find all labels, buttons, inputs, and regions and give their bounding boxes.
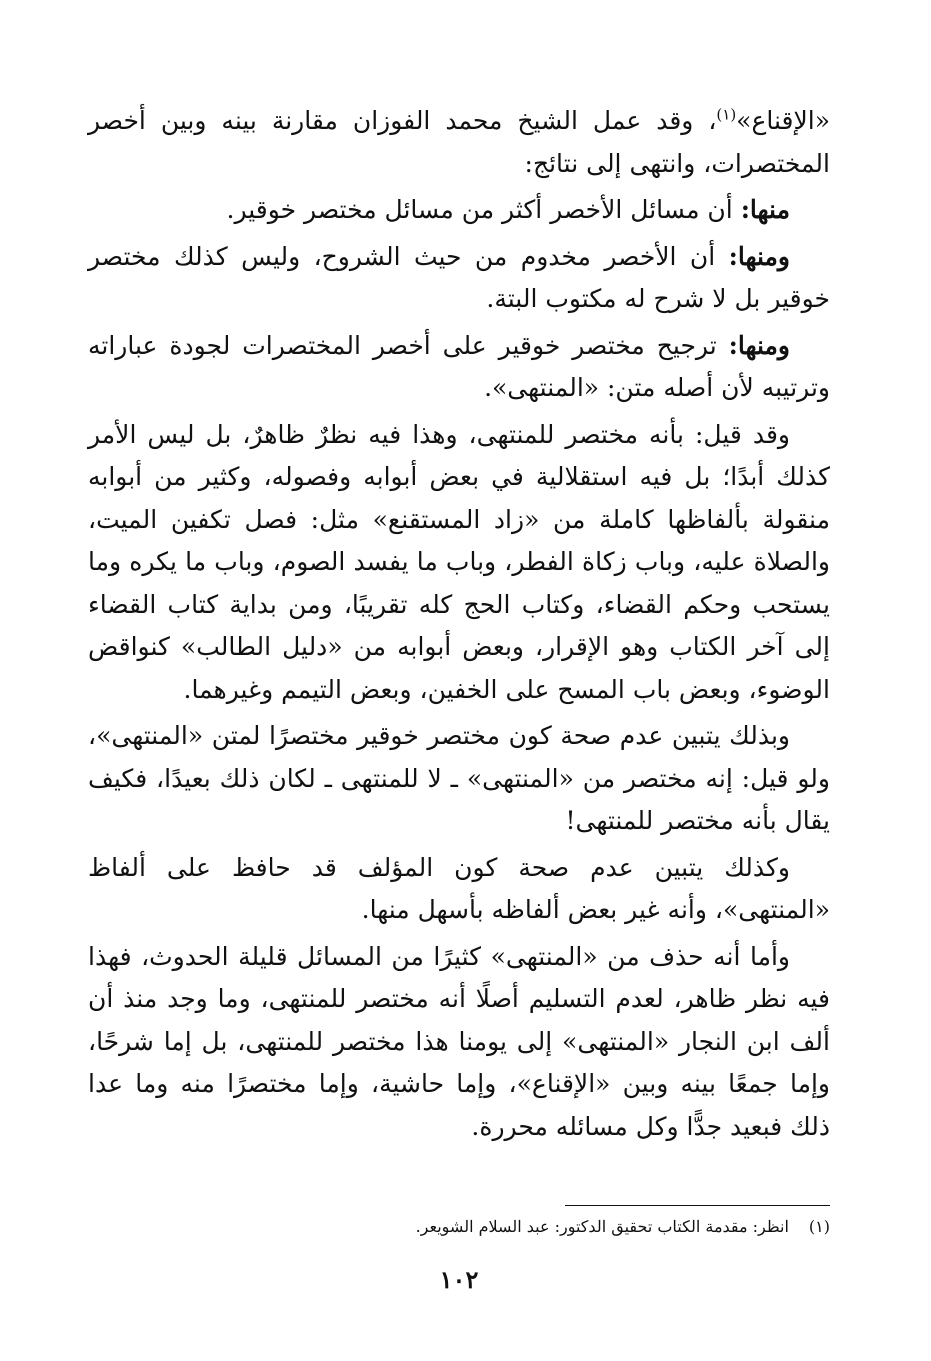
footnote-text: انظر: مقدمة الكتاب تحقيق الدكتور: عبد السلام الشويعر.	[415, 1217, 789, 1236]
result-text: أن مسائل الأخصر أكثر من مسائل مختصر خوقير.	[226, 195, 741, 224]
result-text: ترجيح مختصر خوقير على أخصر المختصرات لجودة عباراته وترتيبه لأن أصله متن: «المنتهى».	[88, 330, 830, 402]
result-label: ومنها:	[728, 241, 790, 271]
paragraph-intro	[88, 100, 830, 185]
page-number: ١٠٢	[439, 1265, 479, 1294]
paragraph-abridgment-claim: وقد قيل: بأنه مختصر للمنتهى، وهذا فيه نظرٌ ظاهرٌ، بل ليس الأمر كذلك أبدًا؛ بل فيه استقلالية في بعض أبوابه وفصوله، وكثير من أبوابه منقولة بألفاظها كاملة من «زاد المستقنع» مثل: فصل تكفين الميت، والصلاة عليه، وباب زكاة الفطر، وباب ما يفسد الصوم، وباب ما يكره وما يستحب وحكم القضاء، وكتاب الحج كله تقريبًا، ومن بداية كتاب القضاء إلى آخر الكتاب وهو الإقرار، وبعض أبوابه من «دليل الطالب» كنواقض الوضوء، وبعض باب المسح على الخفين، وبعض التيمم وغيرهما.	[88, 419, 830, 704]
footnote-mark: (١)	[808, 1217, 830, 1236]
result-item-1	[88, 189, 830, 232]
iqna-title: «الإقناع»	[736, 106, 830, 135]
result-text: أن الأخصر مخدوم من حيث الشروح، وليس كذلك مختصر خوقير بل لا شرح له مكتوب البتة.	[88, 241, 830, 313]
footnote	[88, 1215, 830, 1239]
result-item-2	[88, 236, 830, 321]
paragraph-conclusion: وبذلك يتبين عدم صحة كون مختصر خوقير مختصرًا لمتن «المنتهى»، ولو قيل: إنه مختصر من «المنتهى» ـ لا للمنتهى ـ لكان ذلك بعيدًا، فكيف يقال بأنه مختصر للمنتهى!	[88, 721, 830, 835]
paragraph-deletion: وأما أنه حذف من «المنتهى» كثيرًا من المسائل قليلة الحدوث، فهذا فيه نظر ظاهر، لعدم التسليم أصلًا أنه مختصر للمنتهى، وما وجد منذ أن ألف ابن النجار «المنتهى» إلى يومنا هذا مختصر للمنتهى، بل إما شرحًا، وإما جمعًا بينه وبين «الإقناع»، وإما حاشية، وإما مختصرًا منه وما عدا ذلك فبعيد جدًّا وكل مسائله محررة.	[88, 941, 830, 1141]
footnote-separator	[565, 1205, 830, 1206]
result-label: ومنها:	[728, 330, 790, 360]
footnote-reference[interactable]: (١)	[716, 105, 737, 124]
paragraph-wording: وكذلك يتبين عدم صحة كون المؤلف قد حافظ على ألفاظ «المنتهى»، وأنه غير بعض ألفاظه بأسهل منها.	[88, 852, 830, 924]
main-text	[88, 100, 830, 1148]
result-label: منها:	[740, 195, 790, 224]
book-page	[88, 100, 830, 1300]
result-item-3	[88, 325, 830, 410]
paragraph-text: ، وقد عمل الشيخ محمد الفوزان مقارنة بينه وبين أخصر المختصرات، وانتهى إلى نتائج:	[88, 106, 830, 178]
